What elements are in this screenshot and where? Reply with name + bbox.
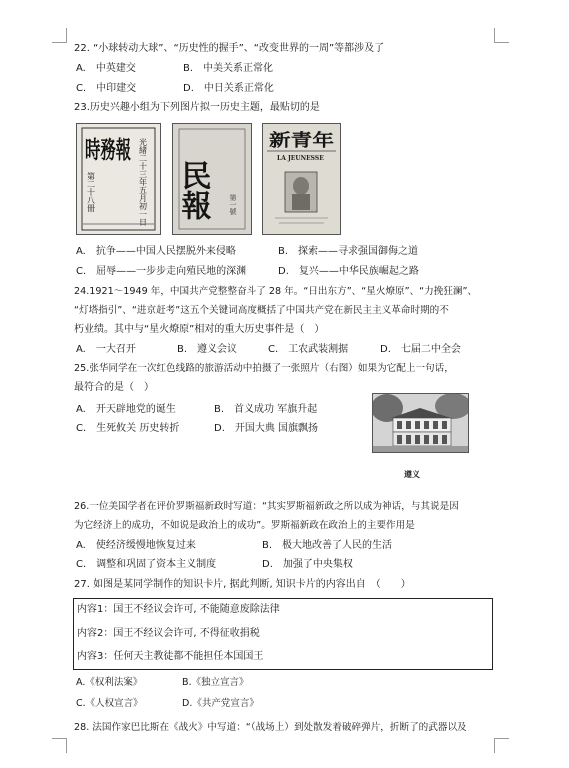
q22-option-c: C. 中印建交 bbox=[76, 83, 137, 94]
question-26-line-2: 为它经济上的成功，不如说是政治上的成功”。罗斯福新政在政治上的主要作用是 bbox=[74, 520, 415, 531]
q26-option-d: D. 加强了中央集权 bbox=[262, 559, 353, 570]
q25-option-d: D. 开国大典 国旗飘扬 bbox=[214, 423, 319, 434]
q24-option-c: C. 工农武装割据 bbox=[268, 344, 349, 355]
q24-option-d: D. 七届二中全会 bbox=[380, 344, 461, 355]
q23-option-c: C. 屈辱——一步步走向殖民地的深渊 bbox=[76, 266, 247, 277]
shiwubao-title-char-1: 時務報 bbox=[85, 135, 131, 164]
q24-option-b: B. 遵义会议 bbox=[177, 344, 238, 355]
q26-option-b: B. 极大地改善了人民的生活 bbox=[262, 540, 393, 551]
q22-option-a: A. 中英建交 bbox=[76, 63, 136, 74]
crop-mark-bottom-left bbox=[52, 738, 67, 753]
q27-option-b: B.《独立宣言》 bbox=[182, 677, 249, 688]
shiwubao-issue-text: 第二十八冊 bbox=[86, 172, 96, 212]
question-28-stem: 28. 法国作家巴比斯在《战火》中写道：“（战场上）到处散发着破碎弹片，折断了的武器以及 bbox=[74, 722, 467, 733]
q26-option-a: A. 使经济缓慢地恢复过来 bbox=[76, 540, 196, 551]
minbao-journal-cover-image bbox=[172, 123, 252, 235]
crop-mark-top-left bbox=[52, 28, 67, 43]
q23-option-a: A. 抗争——中国人民摆脱外来侵略 bbox=[76, 246, 236, 257]
minbao-title: 民報 bbox=[175, 160, 211, 220]
question-24-line-1: 24.1921～1949 年，中国共产党整整奋斗了 28 年。“日出东方”、“星火燎原”、“力挽狂澜”、 bbox=[74, 286, 478, 297]
q25-option-c: C. 生死攸关 历史转折 bbox=[76, 423, 180, 434]
la-jeunesse-magazine-cover-image bbox=[262, 123, 341, 235]
q22-option-b: B. 中美关系正常化 bbox=[183, 63, 274, 74]
crop-mark-bottom-right bbox=[494, 738, 509, 753]
q23-option-d: D. 复兴——中华民族崛起之路 bbox=[278, 266, 419, 277]
question-24-line-3: 朽业绩。其中与“星火燎原”相对的重大历史事件是（ ） bbox=[74, 324, 325, 335]
la-jeunesse-subtitle: LA JEUNESSE bbox=[277, 155, 324, 162]
knowledge-card-row-3: 内容3：任何天主教徒都不能担任本国国王 bbox=[77, 651, 264, 662]
question-27-stem: 27. 如图是某同学制作的知识卡片, 据此判断, 知识卡片的内容出自 （ ） bbox=[74, 579, 411, 590]
q27-option-a: A.《权利法案》 bbox=[76, 677, 143, 688]
q27-option-d: D.《共产党宣言》 bbox=[182, 698, 259, 709]
q25-option-a: A. 开天辟地党的诞生 bbox=[76, 404, 176, 415]
minbao-issue-text: 第一號 bbox=[229, 194, 237, 215]
question-23-stem: 23.历史兴趣小组为下列图片拟一历史主题，最贴切的是 bbox=[74, 102, 320, 113]
question-25-line-2: 最符合的是（ ） bbox=[74, 382, 154, 393]
knowledge-card-row-2: 内容2：国王不经议会许可, 不得征收捐税 bbox=[77, 628, 260, 639]
knowledge-card bbox=[73, 598, 493, 670]
xinqingnian-title: 新青年 bbox=[269, 131, 320, 151]
q23-option-b: B. 探索——寻求强国御侮之道 bbox=[278, 246, 419, 257]
q24-option-a: A. 一大召开 bbox=[76, 344, 136, 355]
question-26-line-1: 26.一位美国学者在评价罗斯福新政时写道：“其实罗斯福新政之所以成为神话，与其说是因 bbox=[74, 501, 459, 512]
shiwubao-newspaper-cover-image bbox=[76, 123, 161, 235]
question-25-line-1: 25.张华同学在一次红色线路的旅游活动中拍摄了一张照片（右图）如果为它配上一句话， bbox=[74, 363, 454, 374]
q26-option-c: C. 调整和巩固了资本主义制度 bbox=[76, 559, 217, 570]
crop-mark-top-right bbox=[494, 28, 509, 43]
zunyi-photo-caption: 遵义 bbox=[404, 470, 420, 479]
q27-option-c: C.《人权宣言》 bbox=[76, 698, 143, 709]
zunyi-meeting-site-photo bbox=[372, 393, 469, 453]
question-24-line-2: “灯塔指引”、“进京赶考”这五个关键词高度概括了中国共产党在新民主主义革命时期的不 bbox=[74, 305, 449, 316]
q22-option-d: D. 中日关系正常化 bbox=[183, 83, 274, 94]
knowledge-card-row-1: 内容1：国王不经议会许可, 不能随意废除法律 bbox=[77, 604, 280, 615]
shiwubao-side-text: 光緒二十三年五月初一日 bbox=[138, 138, 148, 226]
q25-option-b: B. 首义成功 军旗升起 bbox=[214, 404, 318, 415]
question-22-stem: 22. “小球转动大球”、“历史性的握手”、“改变世界的一周”等都涉及了 bbox=[74, 43, 385, 54]
